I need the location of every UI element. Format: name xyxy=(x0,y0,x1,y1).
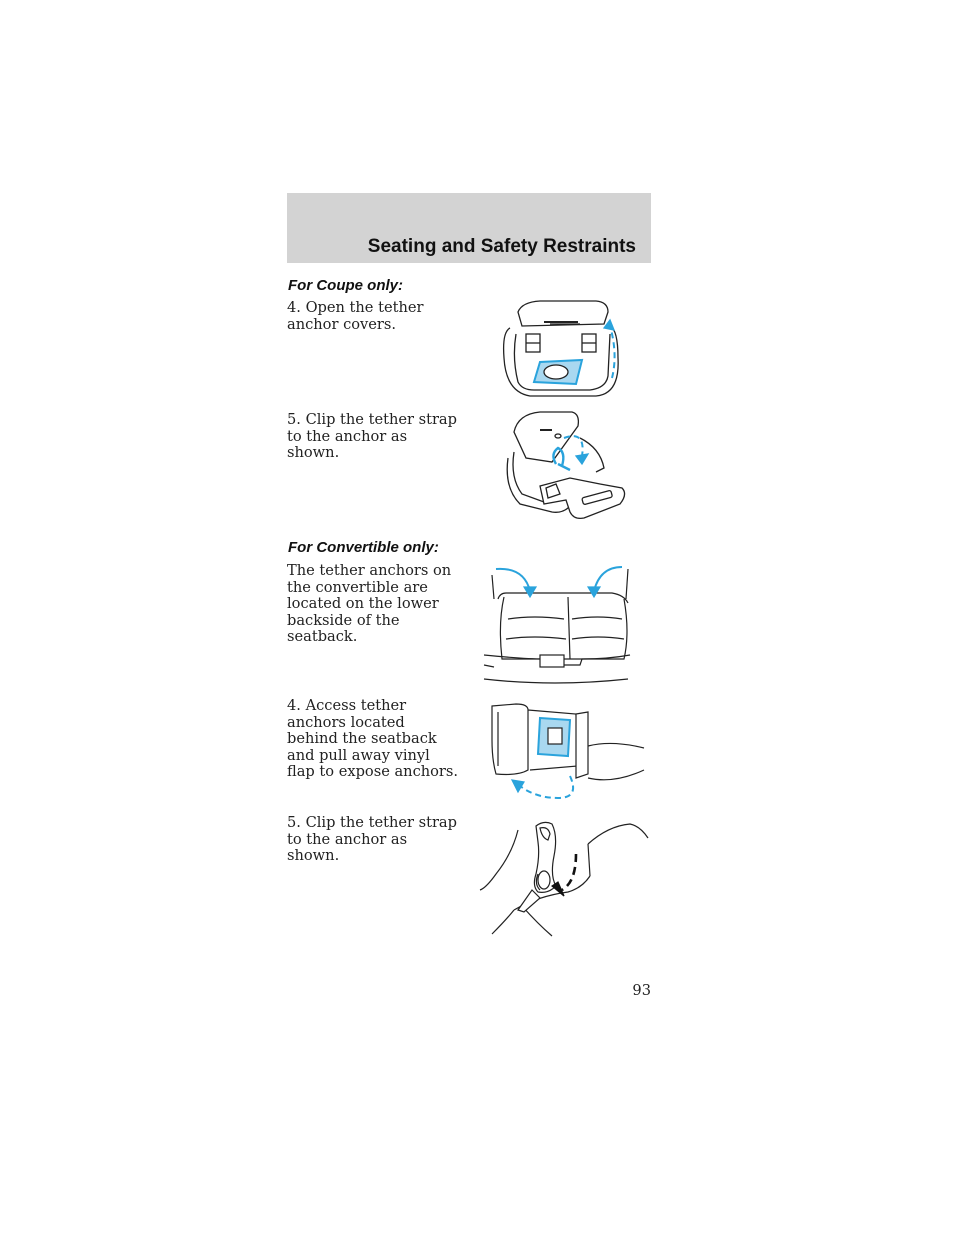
section-header-band xyxy=(287,193,651,263)
coupe-step-5-text: 5. Clip the tether strap to the anchor as shown. xyxy=(287,411,457,462)
coupe-step-4-text: 4. Open the tether anchor covers. xyxy=(287,299,424,333)
coupe-open-anchor-cover-illustration xyxy=(500,298,625,400)
convertible-seatback-anchors-illustration xyxy=(484,563,630,685)
coupe-clip-tether-strap-illustration xyxy=(500,408,630,524)
convertible-vinyl-flap-illustration xyxy=(488,700,644,804)
page-number: 93 xyxy=(632,982,651,999)
convertible-anchor-location-text: The tether anchors on the convertible are located on the lower backside of the seatback. xyxy=(287,562,452,646)
convertible-step-4-text: 4. Access tether anchors located behind the seatback and pull away vinyl flap to expose anchors. xyxy=(287,697,459,781)
convertible-clip-tether-strap-illustration xyxy=(478,816,650,940)
subheading-coupe: For Coupe only: xyxy=(288,277,403,294)
section-title: Seating and Safety Restraints xyxy=(367,236,636,257)
subheading-convertible: For Convertible only: xyxy=(288,539,439,556)
convertible-step-5-text: 5. Clip the tether strap to the anchor as shown. xyxy=(287,814,457,865)
